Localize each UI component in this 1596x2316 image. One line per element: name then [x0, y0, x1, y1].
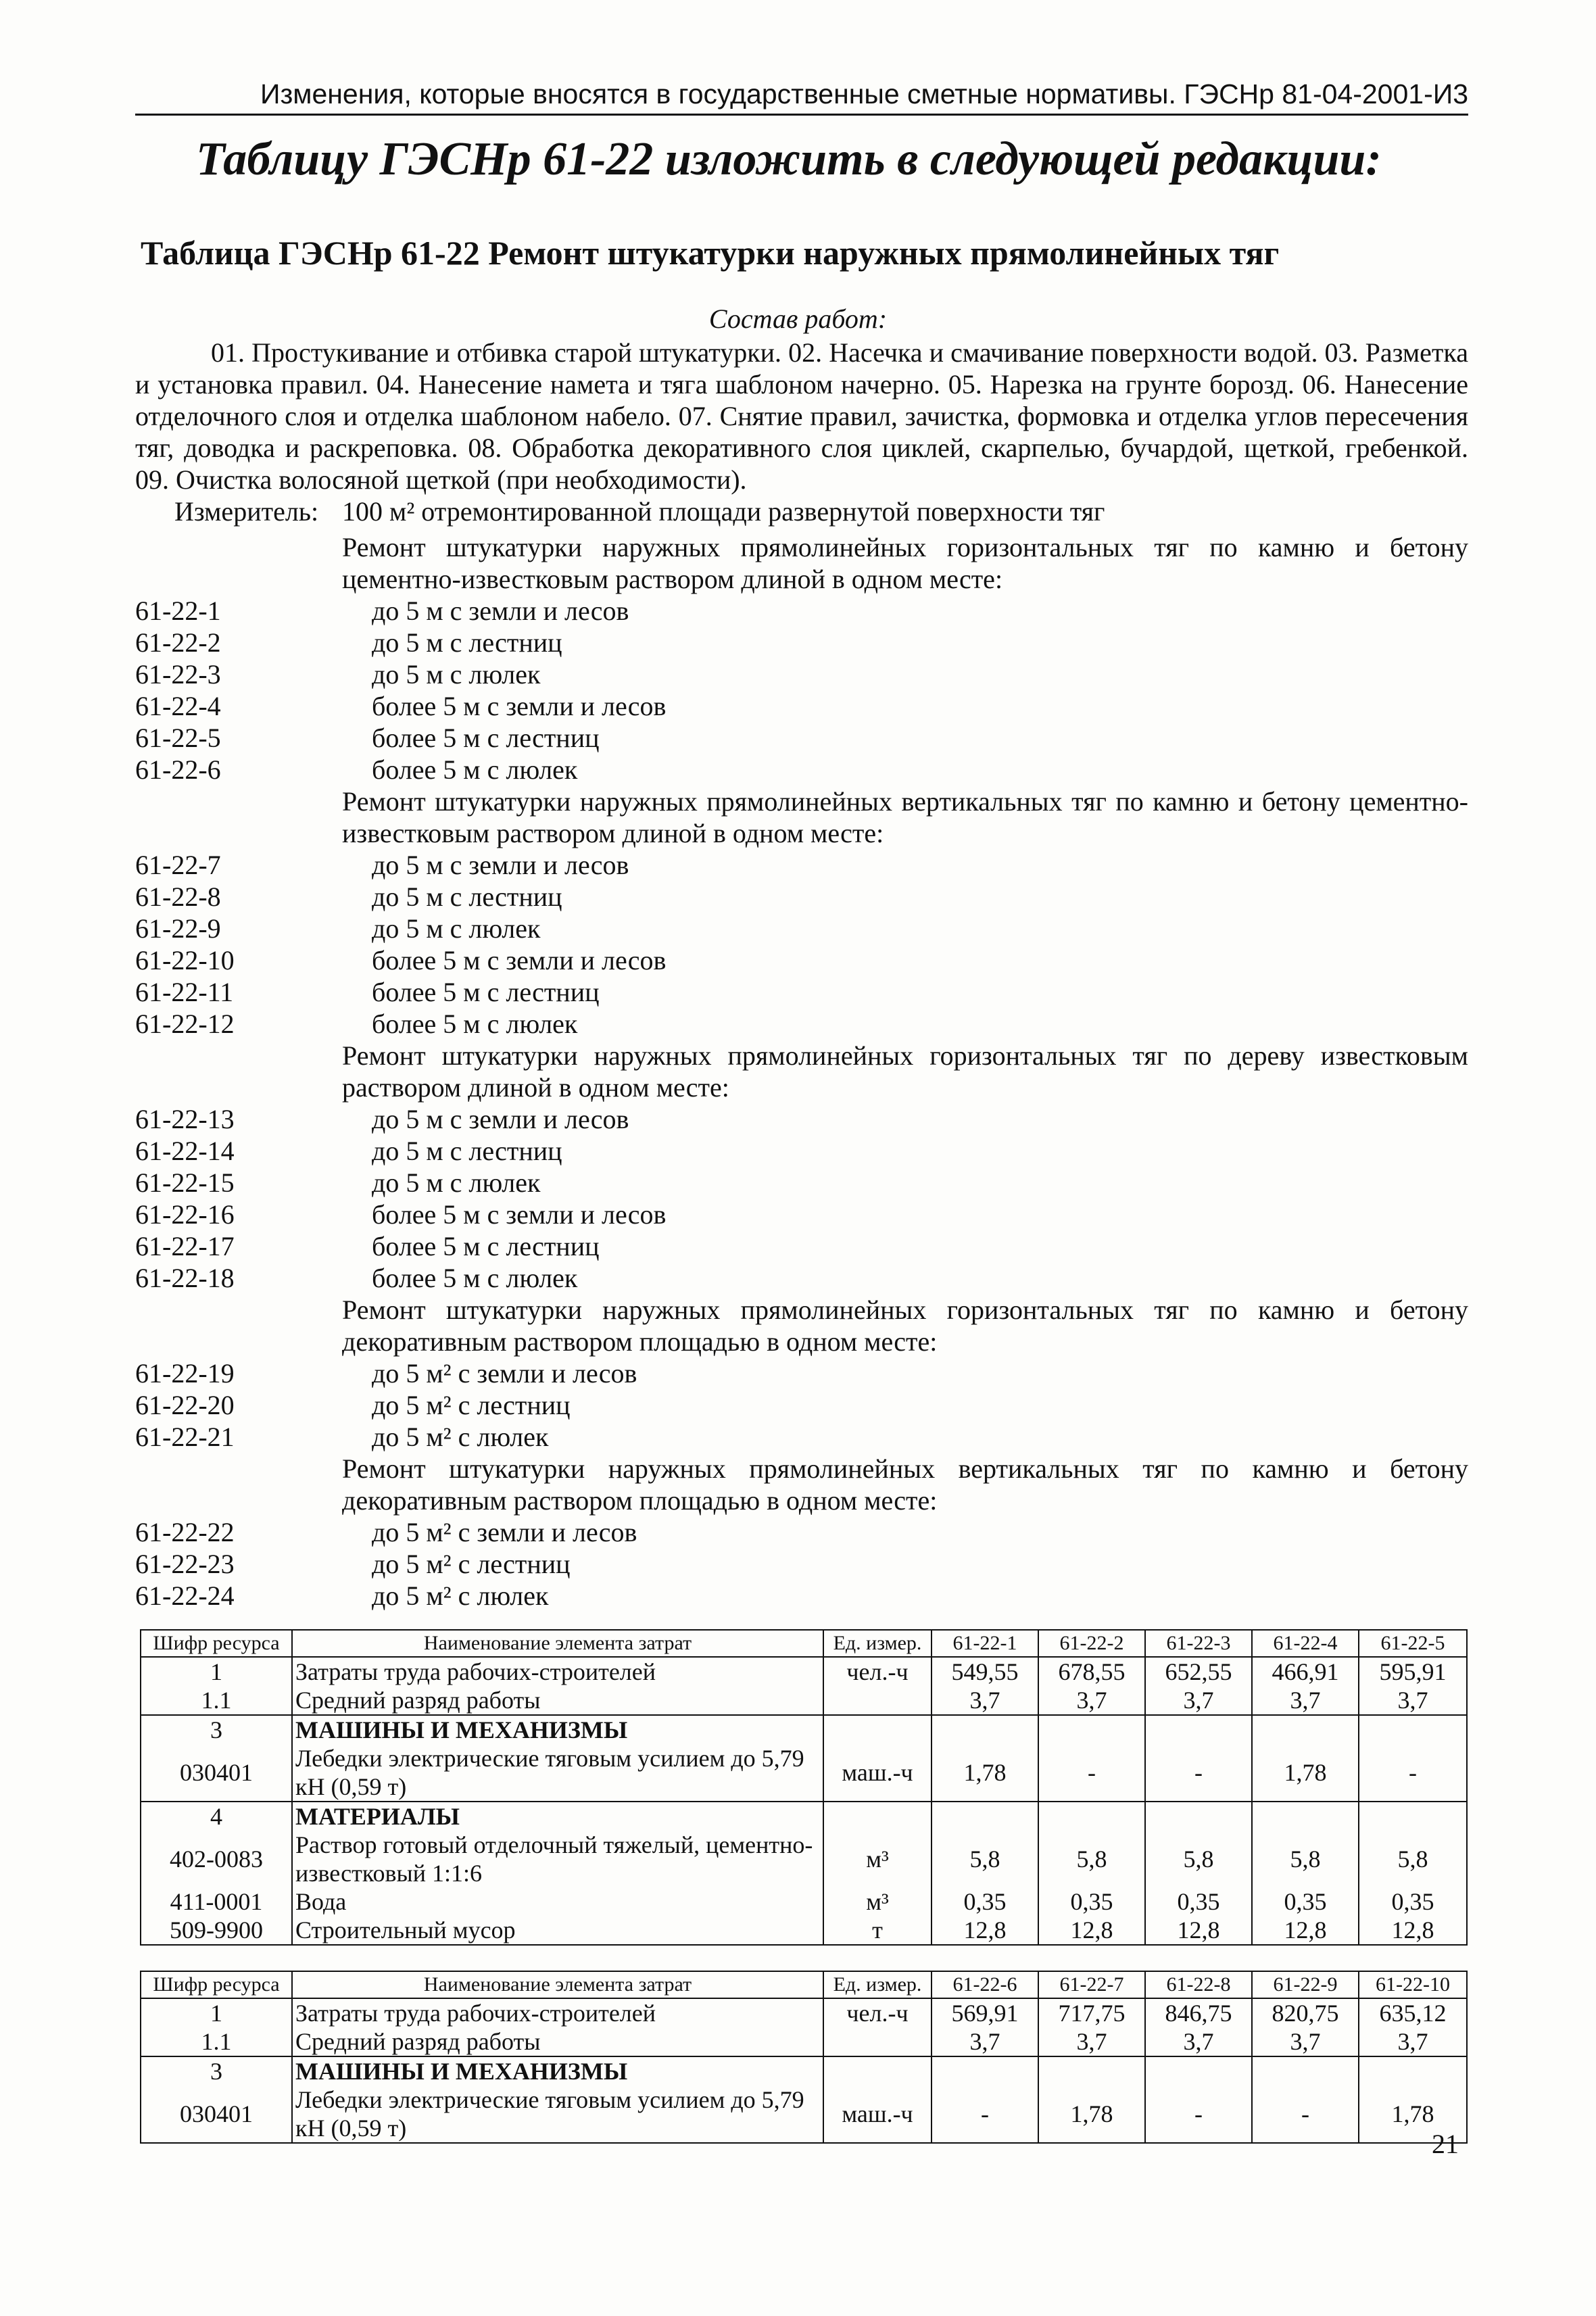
- resource-code: 1: [141, 1998, 292, 2027]
- value-cell: 0,35: [1038, 1887, 1145, 1916]
- empty-cell: [1038, 2056, 1145, 2085]
- value-cell: -: [1145, 2085, 1252, 2143]
- resource-unit: [823, 1686, 932, 1715]
- norm-row: [135, 754, 1468, 786]
- norm-code: 61-22-5: [135, 723, 221, 753]
- value-cell: 820,75: [1252, 1998, 1359, 2027]
- value-cell: 3,7: [932, 1686, 1038, 1715]
- header-cell: 61-22-5: [1359, 1630, 1467, 1657]
- norm-row: [135, 849, 1468, 881]
- table-row: [141, 1887, 1467, 1916]
- norm-group: [135, 531, 1468, 786]
- header-cell: Наименование элемента затрат: [292, 1971, 823, 1998]
- resource-unit: м³: [823, 1887, 932, 1916]
- resource-unit: маш.-ч: [823, 1744, 932, 1802]
- norm-row: [135, 1103, 1468, 1135]
- norm-description: более 5 м с люлек: [372, 1263, 578, 1293]
- norm-row: [135, 1199, 1468, 1230]
- resource-unit: чел.-ч: [823, 1998, 932, 2027]
- resource-name: Затраты труда рабочих-строителей: [292, 1657, 823, 1686]
- group-title: Ремонт штукатурки наружных прямолинейных горизонтальных тяг по камню и бетону цементно-известковым раствором длиной в одном месте:: [342, 532, 1468, 594]
- norm-code: 61-22-12: [135, 1009, 235, 1039]
- resource-code: 030401: [141, 1744, 292, 1802]
- norm-row: [135, 690, 1468, 722]
- header-cell: Наименование элемента затрат: [292, 1630, 823, 1657]
- empty-cell: [932, 1715, 1038, 1744]
- header-cell: 61-22-3: [1145, 1630, 1252, 1657]
- norm-row: [135, 1230, 1468, 1262]
- norm-code: 61-22-17: [135, 1231, 235, 1261]
- norm-description: до 5 м с люлек: [372, 1167, 541, 1198]
- resource-name: Раствор готовый отделочный тяжелый, цементно-известковый 1:1:6: [292, 1831, 823, 1887]
- instruction-heading: Таблицу ГЭСНр 61-22 изложить в следующей редакции:: [196, 133, 1382, 185]
- resource-name: Затраты труда рабочих-строителей: [292, 1998, 823, 2027]
- page-number: 21: [1432, 2129, 1459, 2159]
- empty-cell: [1252, 1715, 1359, 1744]
- section-code: 4: [141, 1802, 292, 1831]
- resource-code: 1: [141, 1657, 292, 1686]
- value-cell: 595,91: [1359, 1657, 1467, 1686]
- meter-label: Измеритель:: [174, 496, 319, 527]
- value-cell: 0,35: [1252, 1887, 1359, 1916]
- empty-cell: [1145, 2056, 1252, 2085]
- resource-code: 411-0001: [141, 1887, 292, 1916]
- section-title: МАШИНЫ И МЕХАНИЗМЫ: [292, 2056, 823, 2085]
- norm-description: до 5 м² с земли и лесов: [372, 1358, 637, 1389]
- norm-row: [135, 1389, 1468, 1421]
- empty-cell: [1359, 1715, 1467, 1744]
- header-cell: 61-22-8: [1145, 1971, 1252, 1998]
- norm-description: более 5 м с лестниц: [372, 977, 600, 1007]
- resource-name: Строительный мусор: [292, 1916, 823, 1945]
- norm-code: 61-22-13: [135, 1104, 235, 1134]
- norm-code: 61-22-4: [135, 691, 221, 721]
- norm-description: до 5 м² с люлек: [372, 1422, 549, 1452]
- norm-group: [135, 1040, 1468, 1294]
- composition-text: 01. Простукивание и отбивка старой штукатурки. 02. Насечка и смачивание поверхности водой. 03. Разметка и установка правил. 04. Нанесение намета и тяга шаблоном начерно. 05. Нарезка на грунте борозд. 06. Нанесение отделочного слоя и отделка шаблоном набело. 07. Снятие правил, зачистка, формовка и отделка углов пересечения тяг, доводка и раскреповка. 08. Обработка декоративного слоя циклей, скарпелью, бучардой, щеткой, гребенкой. 09. Очистка волосяной щеткой (при необходимости).: [135, 337, 1468, 495]
- value-cell: -: [1038, 1744, 1145, 1802]
- norm-row: [135, 944, 1468, 976]
- section-code: 3: [141, 2056, 292, 2085]
- header-cell: 61-22-7: [1038, 1971, 1145, 1998]
- header-cell: 61-22-2: [1038, 1630, 1145, 1657]
- value-cell: -: [1145, 1744, 1252, 1802]
- resource-name: Средний разряд работы: [292, 2027, 823, 2056]
- norm-description: до 5 м с лестниц: [372, 627, 562, 658]
- norm-row: [135, 881, 1468, 913]
- group-title: Ремонт штукатурки наружных прямолинейных вертикальных тяг по камню и бетону цементно-известковым раствором длиной в одном месте:: [342, 786, 1468, 848]
- norm-code: 61-22-10: [135, 945, 235, 975]
- header-row: [141, 1971, 1467, 1998]
- norm-row: [135, 1008, 1468, 1040]
- value-cell: 5,8: [1359, 1831, 1467, 1887]
- empty-cell: [823, 1715, 932, 1744]
- header-cell: Шифр ресурса: [141, 1630, 292, 1657]
- table-row: [141, 1657, 1467, 1686]
- norm-row: [135, 627, 1468, 658]
- norm-code: 61-22-2: [135, 627, 221, 658]
- empty-cell: [1252, 2056, 1359, 2085]
- norm-description: более 5 м с люлек: [372, 754, 578, 785]
- resource-code: 030401: [141, 2085, 292, 2143]
- norm-description: до 5 м с земли и лесов: [372, 1104, 629, 1134]
- value-cell: -: [1359, 1744, 1467, 1802]
- value-cell: 0,35: [1145, 1887, 1252, 1916]
- value-cell: 678,55: [1038, 1657, 1145, 1686]
- resource-code: 509-9900: [141, 1916, 292, 1945]
- norm-row: [135, 913, 1468, 944]
- value-cell: 569,91: [932, 1998, 1038, 2027]
- table-row: [141, 1686, 1467, 1715]
- empty-cell: [1145, 1802, 1252, 1831]
- norm-code: 61-22-20: [135, 1390, 235, 1420]
- norm-code: 61-22-6: [135, 754, 221, 785]
- resource-unit: маш.-ч: [823, 2085, 932, 2143]
- norm-row: [135, 976, 1468, 1008]
- norm-description: до 5 м с люлек: [372, 659, 541, 690]
- value-cell: 0,35: [1359, 1887, 1467, 1916]
- resource-code: 1.1: [141, 2027, 292, 2056]
- empty-cell: [1038, 1715, 1145, 1744]
- norm-code: 61-22-18: [135, 1263, 235, 1293]
- table-row: [141, 1802, 1467, 1831]
- norm-row: [135, 658, 1468, 690]
- value-cell: 652,55: [1145, 1657, 1252, 1686]
- resource-code: 402-0083: [141, 1831, 292, 1887]
- norm-code: 61-22-9: [135, 913, 221, 944]
- resource-name: Лебедки электрические тяговым усилием до 5,79 кН (0,59 т): [292, 2085, 823, 2143]
- resource-name: Средний разряд работы: [292, 1686, 823, 1715]
- value-cell: 3,7: [1359, 1686, 1467, 1715]
- value-cell: 5,8: [1038, 1831, 1145, 1887]
- norm-code: 61-22-21: [135, 1422, 235, 1452]
- section-code: 3: [141, 1715, 292, 1744]
- header-cell: Шифр ресурса: [141, 1971, 292, 1998]
- value-cell: 635,12: [1359, 1998, 1467, 2027]
- norm-code: 61-22-7: [135, 850, 221, 880]
- empty-cell: [823, 2056, 932, 2085]
- table-row: [141, 2085, 1467, 2143]
- meter-text: 100 м² отремонтированной площади развернутой поверхности тяг: [342, 496, 1105, 527]
- value-cell: 1,78: [932, 1744, 1038, 1802]
- empty-cell: [1145, 1715, 1252, 1744]
- norm-description: до 5 м² с земли и лесов: [372, 1517, 637, 1547]
- norm-description: до 5 м с земли и лесов: [372, 850, 629, 880]
- running-head: Изменения, которые вносятся в государственные сметные нормативы. ГЭСНр 81-04-2001-И3: [135, 74, 1468, 116]
- table-row: [141, 1715, 1467, 1744]
- resource-name: Вода: [292, 1887, 823, 1916]
- empty-cell: [932, 2056, 1038, 2085]
- norm-row: [135, 1421, 1468, 1453]
- value-cell: 846,75: [1145, 1998, 1252, 2027]
- value-cell: 5,8: [1252, 1831, 1359, 1887]
- section-title: МАШИНЫ И МЕХАНИЗМЫ: [292, 1715, 823, 1744]
- norm-code: 61-22-8: [135, 882, 221, 912]
- norm-row: [135, 1357, 1468, 1389]
- group-title: Ремонт штукатурки наружных прямолинейных горизонтальных тяг по дереву известковым раствором длиной в одном месте:: [342, 1040, 1468, 1103]
- value-cell: 5,8: [932, 1831, 1038, 1887]
- table-row: [141, 2056, 1467, 2085]
- value-cell: 3,7: [1252, 1686, 1359, 1715]
- norm-description: до 5 м с люлек: [372, 913, 541, 944]
- resource-unit: [823, 2027, 932, 2056]
- value-cell: 5,8: [1145, 1831, 1252, 1887]
- norm-row: [135, 1580, 1468, 1612]
- norm-row: [135, 722, 1468, 754]
- table-row: [141, 2027, 1467, 2056]
- section-title: МАТЕРИАЛЫ: [292, 1802, 823, 1831]
- value-cell: 466,91: [1252, 1657, 1359, 1686]
- header-cell: Ед. измер.: [823, 1971, 932, 1998]
- resource-table-1: [140, 1629, 1468, 1946]
- norm-code: 61-22-11: [135, 977, 234, 1007]
- value-cell: 12,8: [1145, 1916, 1252, 1945]
- norm-code: 61-22-14: [135, 1136, 235, 1166]
- value-cell: -: [1252, 2085, 1359, 2143]
- norm-row: [135, 1135, 1468, 1167]
- value-cell: 1,78: [1038, 2085, 1145, 2143]
- norm-description: до 5 м² с лестниц: [372, 1549, 571, 1579]
- norm-group: [135, 1453, 1468, 1612]
- norm-code: 61-22-16: [135, 1199, 235, 1230]
- empty-cell: [1359, 1802, 1467, 1831]
- norm-description: до 5 м с земли и лесов: [372, 596, 629, 626]
- value-cell: 3,7: [932, 2027, 1038, 2056]
- value-cell: 12,8: [932, 1916, 1038, 1945]
- group-title: Ремонт штукатурки наружных прямолинейных вертикальных тяг по камню и бетону декоративным раствором площадью в одном месте:: [342, 1453, 1468, 1516]
- norm-description: до 5 м² с люлек: [372, 1581, 549, 1611]
- norm-description: более 5 м с лестниц: [372, 723, 600, 753]
- header-cell: 61-22-6: [932, 1971, 1038, 1998]
- resource-unit: чел.-ч: [823, 1657, 932, 1686]
- empty-cell: [1038, 1802, 1145, 1831]
- table-row: [141, 1916, 1467, 1945]
- value-cell: 1,78: [1252, 1744, 1359, 1802]
- header-cell: 61-22-10: [1359, 1971, 1467, 1998]
- value-cell: 549,55: [932, 1657, 1038, 1686]
- norm-description: до 5 м с лестниц: [372, 1136, 562, 1166]
- norm-row: [135, 595, 1468, 627]
- value-cell: 12,8: [1252, 1916, 1359, 1945]
- norm-code: 61-22-24: [135, 1581, 235, 1611]
- norms-list: [135, 531, 1468, 1612]
- table-row: [141, 1998, 1467, 2027]
- norm-row: [135, 1548, 1468, 1580]
- value-cell: 12,8: [1359, 1916, 1467, 1945]
- empty-cell: [823, 1802, 932, 1831]
- norm-description: до 5 м с лестниц: [372, 882, 562, 912]
- group-title: Ремонт штукатурки наружных прямолинейных горизонтальных тяг по камню и бетону декоративным раствором площадью в одном месте:: [342, 1295, 1468, 1357]
- empty-cell: [1359, 2056, 1467, 2085]
- norm-group: [135, 786, 1468, 1040]
- header-cell: 61-22-9: [1252, 1971, 1359, 1998]
- header-cell: Ед. измер.: [823, 1630, 932, 1657]
- norm-row: [135, 1262, 1468, 1294]
- value-cell: 1,78: [1359, 2085, 1467, 2143]
- norm-code: 61-22-1: [135, 596, 221, 626]
- norm-code: 61-22-19: [135, 1358, 235, 1389]
- header-cell: 61-22-1: [932, 1630, 1038, 1657]
- table-row: [141, 1744, 1467, 1802]
- norm-code: 61-22-15: [135, 1167, 235, 1198]
- value-cell: 3,7: [1145, 1686, 1252, 1715]
- norm-row: [135, 1516, 1468, 1548]
- header-cell: 61-22-4: [1252, 1630, 1359, 1657]
- value-cell: 0,35: [932, 1887, 1038, 1916]
- table-row: [141, 1831, 1467, 1887]
- norm-code: 61-22-3: [135, 659, 221, 690]
- norm-code: 61-22-22: [135, 1517, 235, 1547]
- value-cell: -: [932, 2085, 1038, 2143]
- value-cell: 3,7: [1359, 2027, 1467, 2056]
- resource-name: Лебедки электрические тяговым усилием до 5,79 кН (0,59 т): [292, 1744, 823, 1802]
- norm-description: более 5 м с земли и лесов: [372, 691, 667, 721]
- empty-cell: [932, 1802, 1038, 1831]
- norm-row: [135, 1167, 1468, 1199]
- value-cell: 3,7: [1038, 2027, 1145, 2056]
- value-cell: 3,7: [1038, 1686, 1145, 1715]
- value-cell: 3,7: [1145, 2027, 1252, 2056]
- value-cell: 12,8: [1038, 1916, 1145, 1945]
- norm-group: [135, 1294, 1468, 1453]
- norm-description: более 5 м с люлек: [372, 1009, 578, 1039]
- resource-unit: т: [823, 1916, 932, 1945]
- norm-description: более 5 м с земли и лесов: [372, 945, 667, 975]
- resource-unit: м³: [823, 1831, 932, 1887]
- norm-description: более 5 м с лестниц: [372, 1231, 600, 1261]
- resource-table-2: [140, 1971, 1468, 2144]
- table-title: Таблица ГЭСНр 61-22 Ремонт штукатурки наружных прямолинейных тяг: [141, 234, 1280, 272]
- value-cell: 717,75: [1038, 1998, 1145, 2027]
- header-row: [141, 1630, 1467, 1657]
- empty-cell: [1252, 1802, 1359, 1831]
- norm-description: более 5 м с земли и лесов: [372, 1199, 667, 1230]
- value-cell: 3,7: [1252, 2027, 1359, 2056]
- composition-heading: Состав работ:: [708, 304, 888, 334]
- resource-code: 1.1: [141, 1686, 292, 1715]
- norm-description: до 5 м² с лестниц: [372, 1390, 571, 1420]
- norm-code: 61-22-23: [135, 1549, 235, 1579]
